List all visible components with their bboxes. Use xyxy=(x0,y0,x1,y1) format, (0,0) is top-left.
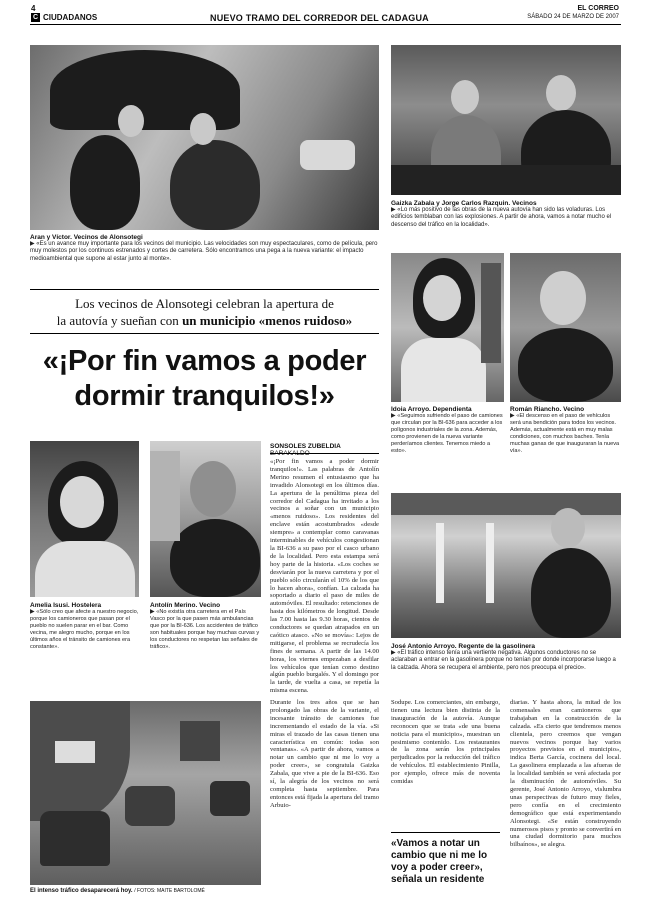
photo3-quote: «Seguimos sufriendo el paso de camiones que circulan por la BI-636 para acceder a los polígonos industriales de la zona. Además, como provienen de la nueva variante perderíamos clientes. Tenemos miedo a esto». xyxy=(391,413,503,454)
photo-antolin-merino xyxy=(150,441,261,597)
photo7-quote: «El tráfico intenso tenía una vertiente negativa. Algunos conductores no se aclaraban a entrar en la gasolinera porque no tenían por donde incorporarse luego a la calzada. Ahora se recupera el ambiente, pero nos preocupa el precio». xyxy=(391,650,616,671)
photo1-caption-name: Aran y Víctor. Vecinos de Alonsotegi xyxy=(30,234,143,241)
pullquote-rule xyxy=(391,832,500,833)
body-column-4: diarias. Y hasta ahora, la mitad de los comensales eran camioneros que trabajaban en la construcción de la calzada. «Es cierto que tendremos menos clientela, pero creemos que vengan nuevos vecinos porque hay varios proyectos previstos en el municipio», indica Berta García, cocinera del local. La gasolinera emplazada a las afueras de la localidad también se verá afectada por la disminución de automóviles. Su gerente, José Antonio Arroyo, vislumbra unas perspectivas de futuro muy fieles, pero confía en el crecimiento demográfico que está experimentando Alonsotegi. «Se están construyendo numerosos pisos y pronto se convertirá en una ciudad dormitorio para muchos bilbaínos», se alegra. xyxy=(510,699,621,849)
photo-credit-text: FOTOS: MAITE BARTOLOMÉ xyxy=(137,888,205,894)
kicker-line1: Los vecinos de Alonsotegi celebran la apertura de xyxy=(75,296,334,311)
newspaper-name: EL CORREO xyxy=(577,5,619,12)
kicker xyxy=(30,295,379,329)
photo8-caption-text: El intenso tráfico desaparecerá hoy. xyxy=(30,888,133,894)
photo-traffic xyxy=(30,701,261,885)
headline xyxy=(30,344,379,414)
byline xyxy=(270,443,379,457)
photo3-caption xyxy=(391,406,504,455)
photo-gas-station xyxy=(391,493,621,638)
photo1-caption xyxy=(30,234,379,263)
section-name: CIUDADANOS xyxy=(43,13,98,22)
pullquote: «Vamos a notar un cambio que ni me lo voy a poder creer», señala un residente xyxy=(391,838,488,885)
photo1-quote: «Es un avance muy importante para los vecinos del municipio. Las velocidades son muy espectaculares, como de película, pero muy molestos por los continuos estrenados y cortes de carretera. Sólo encontramos una pega a la nueva variante: el impacto medioambiental que supone al estar junto al monte». xyxy=(30,241,378,262)
photo7-caption xyxy=(391,643,621,672)
photo4-caption-text: ▶ «El descenso en el paso de vehículos será una bendición para todos los vecinos. Además, actualmente está en muy malas condiciones, con muchos baches. Tenía muchas ganas de que inauguraran la nueva vía». xyxy=(510,413,620,454)
photo6-caption-text: ▶ «No existía otra carretera en el País Vasco por la que pasen más ambulancias que por la BI-636. Los accidentes de tráfico son habituales porque hay muchas curvas y los conductores no respetan las señales de tráfico». xyxy=(150,609,260,650)
body-column-1: «¡Por fin vamos a poder dormir tranquilos!». Las palabras de Antolín Merino resumen el entusiasmo que ha invadido Alonsotegi en los últimos días. La apertura de la penúltima pieza del corredor del Cadagua ha invitado a los vecinos a soñar con un municipio «menos ruidoso». Los residentes del enclave están acostumbrados «desde siempre» a contemplar como caravanas interminables de vehículos congestionan la BI-636 a su paso por el casco urbano de la localidad. Pero esta estampa será hoy parte de la historia. «Los coches se desviarán por la nueva carretera y por el pueblo sólo circularán el 10% de los que lo hacen ahora», confían. La calzada ha soportado a diario el paso de miles de automóviles. El resultado: retenciones de hasta dos kilómetros de longitud. Desde las 7.00 hasta las 9.30 horas, cientos de conductores se quedan atrapados en un caótico atasco. «No se movía»: Lejos de mitigarse, el problema se recrudecía los fines de semana. A partir de las 14.00 horas, los viernes empezaban a desfilar los vehículos que tenían como destino algún pueblo burgalés. Y el domingo por la tarde, de vuelta a casa, se repetía la misma escena. xyxy=(270,458,379,694)
body-column-2: Durante los tres años que se han prolongado las obras de la variante, el incesante tránsito de camiones fue incrementando el estado de la vía. «Si miras el trazado de las casas tienen una característica en común: todas son ventanas». «A partir de ahora, vamos a notar un cambio que ni me lo voy a poder creer», se congratula Gaizka Zabala, que vive a pie de la BI-636. Eso sí, la alegría de los vecinos no será completa hasta septiembre. Para entonces está fijada la apertura del tramo Arbuio- xyxy=(270,699,379,809)
photo6-caption xyxy=(150,602,261,651)
section-badge: C xyxy=(32,14,39,21)
photo5-caption xyxy=(30,602,139,651)
byline-rule xyxy=(270,453,379,454)
page-number: 4 xyxy=(31,4,36,13)
photo-idoia-arroyo xyxy=(391,253,504,402)
photo7-caption-name: José Antonio Arroyo. Regente de la gasolinera xyxy=(391,643,535,650)
photo4-caption xyxy=(510,406,621,455)
photo5-caption-text: ▶ «Sólo creo que afecte a nuestro negocio, porque los camioneros que pasan por el pueblo no suelen parar en el bar. Como vecina, me alegro mucho, porque en los últimos años el tránsito de camiones era constante». xyxy=(30,609,139,650)
photo7-caption-text: ▶ «El tráfico intenso tenía una vertiente negativa. Algunos conductores no se aclaraban a entrar en la gasolinera porque no tenían por donde incorporarse luego a la calzada. Ahora se recupera el ambiente, pero nos preocupa el precio». xyxy=(391,650,616,671)
photo4-caption-name: Román Riancho. Vecino xyxy=(510,406,585,413)
photo3-caption-text: ▶ «Seguimos sufriendo el paso de camiones que circulan por la BI-636 para acceder a los polígonos industriales de la zona. Además, como provienen de la nueva variante perderíamos clientes. Tenemos miedo a esto». xyxy=(391,413,503,454)
header-rule xyxy=(30,24,621,25)
photo2-quote: «Lo más positivo de las obras de la nueva autovía han sido las voladuras. Los edificios temblaban con las explosiones. A partir de ahora, vamos a notar mucho el descenso del tráfico en la localidad». xyxy=(391,207,612,228)
photo5-caption-name: Amelia Isusi. Hostelera xyxy=(30,602,102,609)
kicker-rule-bottom xyxy=(30,333,379,334)
body-column-3: Sodupe. Los comerciantes, sin embargo, tienen una lectura bien distinta de la inauguración de la autovía. Aunque reconocen que se trata «de una buena noticia para el municipio», muestran un pesimismo contenido. Los restaurantes de la zona serán los principales perjudicados por la reducción del tráfico de vehículos. El establecimiento Pinilla, por ejemplo, ofrece más de noventa comidas xyxy=(391,699,500,786)
photo-credit: / FOTOS: MAITE BARTOLOMÉ xyxy=(134,888,205,894)
headline-line1: «¡Por fin vamos a poder xyxy=(42,345,367,377)
kicker-line2 xyxy=(30,312,379,329)
photo4-quote: «El descenso en el paso de vehículos será una bendición para todos los vecinos. Además, actualmente está en muy malas condiciones, con muchos baches. Tenía muchas ganas de que inauguraran la nueva vía». xyxy=(510,413,620,454)
photo6-caption-name: Antolín Merino. Vecino xyxy=(150,602,221,609)
photo-two-men-bar xyxy=(391,45,621,195)
photo-umbrella-couple xyxy=(30,45,379,230)
photo-roman-riancho xyxy=(510,253,621,402)
issue-date: SÁBADO 24 DE MARZO DE 2007 xyxy=(527,14,619,20)
headline-line2: dormir tranquilos!» xyxy=(74,380,335,412)
photo3-caption-name: Idoia Arroyo. Dependienta xyxy=(391,406,472,413)
photo6-quote: «No existía otra carretera en el País Vasco por la que pasen más ambulancias que por la BI-636. Los accidentes de tráfico son habituales porque hay muchas curvas y los conductores no respetan las señales de tráfico». xyxy=(150,609,260,650)
photo5-quote: «Sólo creo que afecte a nuestro negocio, porque los camioneros que pasan por el pueblo no suelen parar en el bar. Como vecina, me alegro mucho, porque en los últimos años el tránsito de camiones era constante». xyxy=(30,609,139,650)
photo2-caption-name: Gaizka Zabala y Jorge Carlos Razquin. Vecinos xyxy=(391,200,537,207)
kicker-line2-bold: un municipio «menos ruidoso» xyxy=(182,313,353,328)
byline-author: SONSOLES ZUBELDIA xyxy=(270,443,341,450)
photo2-caption-text: ▶ «Lo más positivo de las obras de la nueva autovía han sido las voladuras. Los edificios temblaban con las explosiones. A partir de ahora, vamos a notar mucho el descenso del tráfico en la localidad». xyxy=(391,207,612,228)
photo1-caption-text: ▶ «Es un avance muy importante para los vecinos del municipio. Las velocidades son muy espectaculares, como de película, pero muy molestos por los continuos estrenados y cortes de carretera. Sólo encontramos una pega a la nueva variante: el impacto medioambiental que supone al estar junto al monte». xyxy=(30,241,378,262)
photo-amelia-isusi xyxy=(30,441,139,597)
kicker-line2-plain: la autovía y sueñan con xyxy=(56,313,179,328)
page-title: NUEVO TRAMO DEL CORREDOR DEL CADAGUA xyxy=(210,13,429,23)
kicker-rule-top xyxy=(30,289,379,290)
photo2-caption xyxy=(391,200,621,229)
